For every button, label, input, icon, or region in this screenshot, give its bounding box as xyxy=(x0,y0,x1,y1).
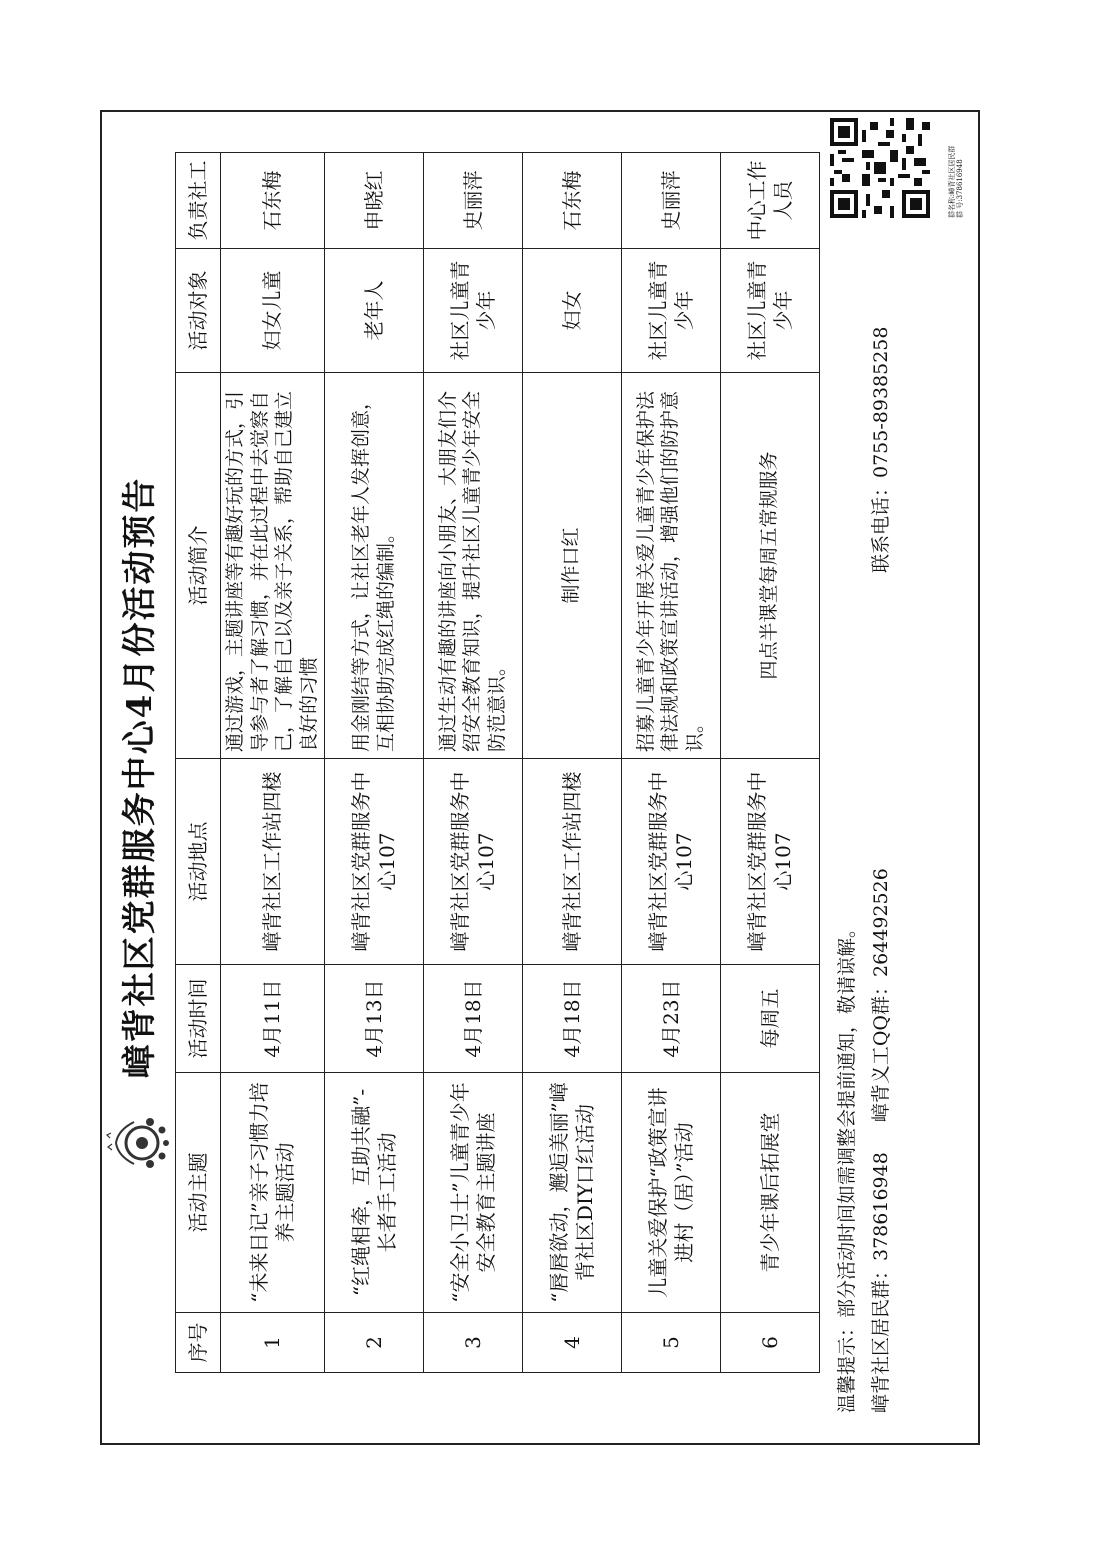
cell-seq: 3 xyxy=(423,1313,522,1373)
cell-time: 4月18日 xyxy=(423,965,522,1073)
cell-place: 嶂背社区工作站四楼 xyxy=(221,759,325,965)
cell-audience: 老年人 xyxy=(324,249,423,373)
cell-worker: 史丽萍 xyxy=(621,153,720,249)
cell-intro: 用金刚结等方式，让社区老年人发挥创意，互相协助完成红绳的编制。 xyxy=(324,373,423,759)
cell-intro: 招募儿童青少年开展关爱儿童青少年保护法律法规和政策宣讲活动，增强他们的防护意识。 xyxy=(621,373,720,759)
header-audience: 活动对象 xyxy=(176,249,221,373)
table-row xyxy=(423,153,522,1373)
cell-place: 嶂背社区工作站四楼 xyxy=(522,759,621,965)
table-row xyxy=(720,153,819,1373)
qr-caption-name: 群名称:嶂背社区居民群 xyxy=(948,145,956,218)
qr-caption-number: 群 号:378616948 xyxy=(956,159,965,218)
cell-worker: 中心工作人员 xyxy=(720,153,819,249)
volunteer-group-text: 嶂背义工QQ群：264492526 xyxy=(870,868,892,1123)
group-info xyxy=(866,653,893,1413)
table-row xyxy=(621,153,720,1373)
page-title: 嶂背社区党群服务中心4月份活动预告 xyxy=(120,476,160,1079)
header-seq: 序号 xyxy=(176,1313,221,1373)
cell-time: 4月18日 xyxy=(522,965,621,1073)
header-place: 活动地点 xyxy=(176,759,221,965)
cell-worker: 史丽萍 xyxy=(423,153,522,249)
cell-time: 4月11日 xyxy=(221,965,325,1073)
cell-worker: 申晓红 xyxy=(324,153,423,249)
cell-place: 嶂背社区党群服务中心107 xyxy=(621,759,720,965)
header-intro: 活动简介 xyxy=(176,373,221,759)
header-worker: 负责社工 xyxy=(176,153,221,249)
cell-topic: 儿童关爱保护“政策宣讲进村（居）”活动 xyxy=(621,1073,720,1313)
footer-info xyxy=(820,123,980,1413)
cell-audience: 社区儿童青少年 xyxy=(423,249,522,373)
cell-intro: 通过游戏，主题讲座等有趣好玩的方式，引导参与者了解习惯，并在此过程中去觉察自己，了解自己以及亲子关系，帮助自己建立良好的习惯 xyxy=(221,373,325,759)
activity-schedule-table xyxy=(175,152,820,1373)
cell-seq: 5 xyxy=(621,1313,720,1373)
cell-time: 4月13日 xyxy=(324,965,423,1073)
cell-topic: “唇唇欲动，邂逅美丽”嶂背社区DIY口红活动 xyxy=(522,1073,621,1313)
cell-intro: 四点半课堂每周五常规服务 xyxy=(720,373,819,759)
notice-text: 温馨提示：部分活动时间如需调整会提前通知，敬请谅解。 xyxy=(836,918,858,1413)
qr-code-icon[interactable] xyxy=(830,118,930,218)
cell-seq: 1 xyxy=(221,1313,325,1373)
header-time: 活动时间 xyxy=(176,965,221,1073)
header-topic: 活动主题 xyxy=(176,1073,221,1313)
cell-audience: 妇女 xyxy=(522,249,621,373)
cell-worker: 石东梅 xyxy=(522,153,621,249)
cell-place: 嶂背社区党群服务中心107 xyxy=(324,759,423,965)
cell-place: 嶂背社区党群服务中心107 xyxy=(423,759,522,965)
cell-audience: 社区儿童青少年 xyxy=(621,249,720,373)
cell-topic: 青少年课后拓展堂 xyxy=(720,1073,819,1313)
cell-seq: 6 xyxy=(720,1313,819,1373)
cell-intro: 通过生动有趣的讲座向小朋友、大朋友们介绍安全教育知识，提升社区儿童青少年安全防范意识。 xyxy=(423,373,522,759)
resident-group-text: 嶂背社区居民群：378616948 xyxy=(870,1152,892,1413)
contact-phone-text: 联系电话：0755-89385258 xyxy=(870,326,892,573)
cell-time: 每周五 xyxy=(720,965,819,1073)
qr-caption xyxy=(948,108,965,218)
cell-seq: 2 xyxy=(324,1313,423,1373)
table-row xyxy=(324,153,423,1373)
rotated-document-sheet xyxy=(100,110,980,1445)
cell-place: 嶂背社区党群服务中心107 xyxy=(720,759,819,965)
cell-topic: “红绳相牵，互助共融”-长者手工活动 xyxy=(324,1073,423,1313)
cell-topic: “未来日记”亲子习惯力培养主题活动 xyxy=(221,1073,325,1313)
cell-worker: 石东梅 xyxy=(221,153,325,249)
cell-intro: 制作口红 xyxy=(522,373,621,759)
cell-time: 4月23日 xyxy=(621,965,720,1073)
cell-seq: 4 xyxy=(522,1313,621,1373)
table-row xyxy=(522,153,621,1373)
table-header-row xyxy=(176,153,221,1373)
cell-audience: 妇女儿童 xyxy=(221,249,325,373)
cell-topic: “安全小卫士”儿童青少年安全教育主题讲座 xyxy=(423,1073,522,1313)
table-row xyxy=(221,153,325,1373)
cell-audience: 社区儿童青少年 xyxy=(720,249,819,373)
